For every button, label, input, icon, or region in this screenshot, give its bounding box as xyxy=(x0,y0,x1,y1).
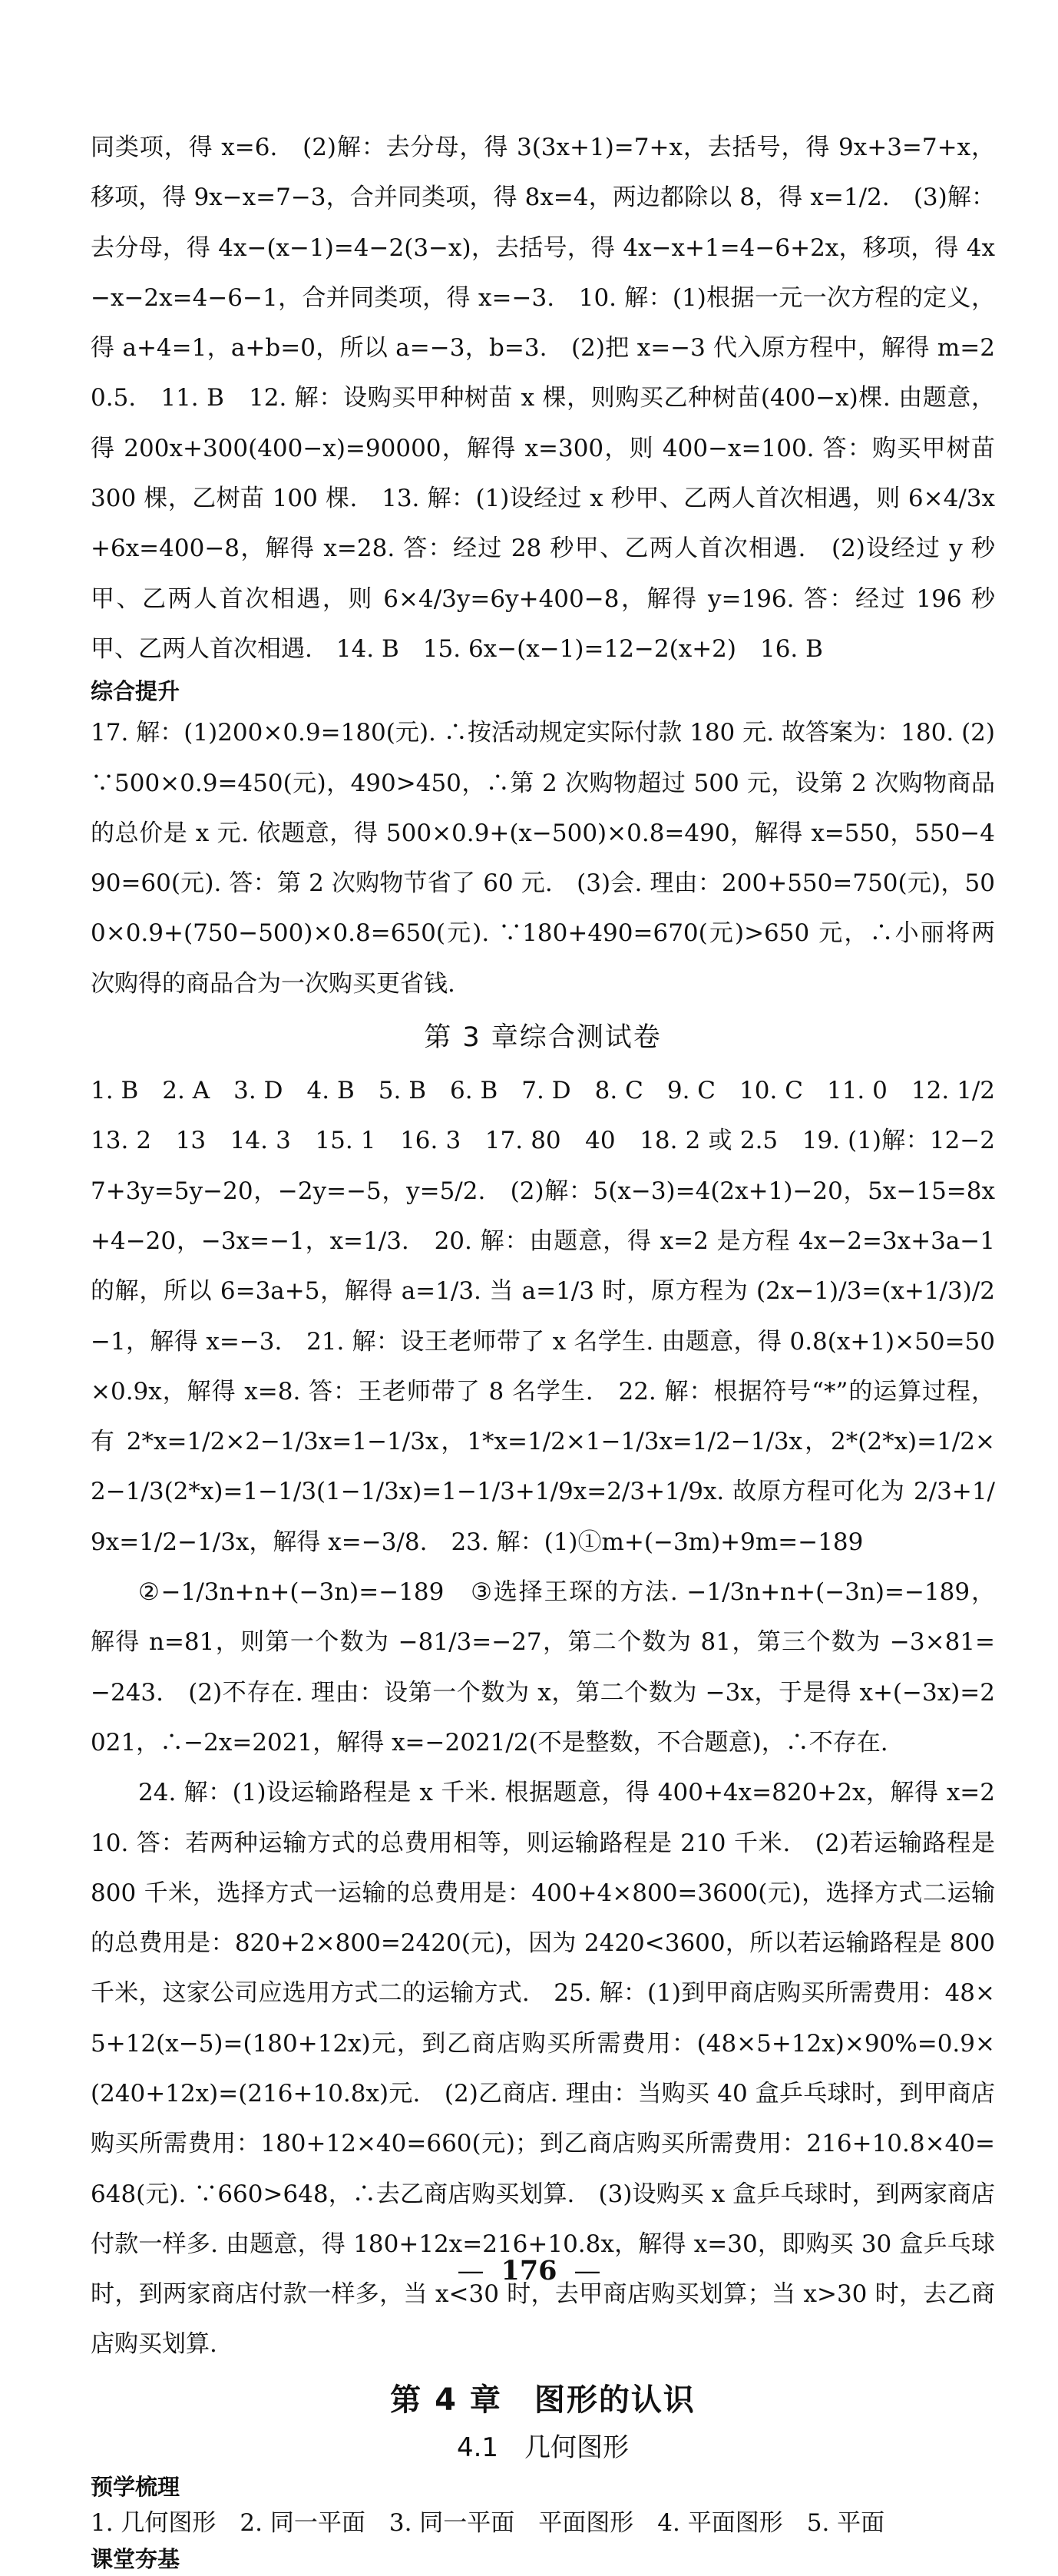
footer-dash-left: — xyxy=(457,2256,484,2286)
section-title: 4.1 几何图形 xyxy=(456,2432,630,2463)
answer-paragraph: 1. B 2. A 3. D 4. B 5. B 6. B 7. D 8. C 9. C 10. C 11. 0 12. 1/2 13. 2 13 14. 3 15. 1 16. 3 17. 80 40 18. 2 或 2.5 19. (1)解：12−27+3y=5y−20，−2y=−5，y=5/2. (2)解：5(x−3)=4(2x+1)−20，5x−15=8x+4−20，−3x=−1，x=1/3. 20. 解：由题意，得 x=2 是方程 4x−2=3x+3a−1 的解，所以 6=3a+5，解得 a=1/3. 当 a=1/3 时，原方程为 (2x−1)/3=(x+1/3)/2−1，解得 x=−3. 21. 解：设王老师带了 x 名学生. 由题意，得 0.8(x+1)×50=50×0.9x，解得 x=8. 答：王老师带了 8 名学生. 22. 解：根据符号“*”的运算过程，有 2*x=1/2×2−1/3x=1−1/3x，1*x=1/2×1−1/3x=1/2−1/3x，2*(2*x)=1/2×2−1/3(2*x)=1−1/3(1−1/3x)=1−1/3+1/9x=2/3+1/9x. 故原方程可化为 2/3+1/9x=1/2−1/3x，解得 x=−3/8. 23. 解：(1)①m+(−3m)+9m=−189 xyxy=(91,1077,1019,1556)
answer-paragraph: 24. 解：(1)设运输路程是 x 千米. 根据题意，得 400+4x=820+2x，解得 x=210. 答：若两种运输方式的总费用相等，则运输路程是 210 千米. (2)若运输路程是 800 千米，选择方式一运输的总费用是：400+4×800=3600(元)，选择方式二运输的总费用是：820+2×800=2420(元)，因为 2420<3600，所以若运输路程是 800 千米，这家公司应选用方式二的运输方式. 25. 解：(1)到甲商店购买所需费用：48×5+12(x−5)=(180+12x)元，到乙商店购买所需费用：(48×5+12x)×90%=0.9×(240+12x)=(216+10.8x)元. (2)乙商店. 理由：当购买 40 盒乒乓球时，到甲商店购买所需费用：180+12×40=660(元)；到乙商店购买所需费用：216+10.8×40=648(元). ∵660>648，∴去乙商店购买划算. (3)设购买 x 盒乒乓球时，到两家商店付款一样多. 由题意，得 180+12x=216+10.8x，解得 x=30，即购买 30 盒乒乓球时，到两家商店付款一样多，当 x<30 时，去甲商店购买划算；当 x>30 时，去乙商店购买划算. xyxy=(91,1779,995,2359)
page-number: 176 xyxy=(501,2255,557,2286)
answer-paragraph: ②−1/3n+n+(−3n)=−189 ③选择王琛的方法. −1/3n+n+(−3n)=−189，解得 n=81，则第一个数为 −81/3=−27，第二个数为 81，第三个数为 −3×81=−243. (2)不存在. 理由：设第一个数为 x，第二个数为 −3x，于是得 x+(−3x)=2021，∴−2x=2021，解得 x=−2021/2(不是整数，不合题意)，∴不存在. xyxy=(91,1578,995,1757)
page-content xyxy=(91,123,1019,2576)
footer-dash-right: — xyxy=(574,2256,601,2286)
preview-answers: 1. 几何图形 2. 同一平面 3. 同一平面 平面图形 4. 平面图形 5. 平面 xyxy=(91,2508,885,2537)
page-footer xyxy=(0,2255,1058,2286)
chapter-title: 第 4 章 图形的认识 xyxy=(390,2382,696,2418)
subheading-classroom: 课堂夯基 xyxy=(91,2545,180,2572)
test-title: 第 3 章综合测试卷 xyxy=(424,1022,662,1054)
subheading-preview: 预学梳理 xyxy=(91,2473,180,2500)
answer-paragraph: 同类项，得 x=6. (2)解：去分母，得 3(3x+1)=7+x，去括号，得 9x+3=7+x，移项，得 9x−x=7−3，合并同类项，得 8x=4，两边都除以 8，得 x=1/2. (3)解：去分母，得 4x−(x−1)=4−2(3−x)，去括号，得 4x−x+1=4−6+2x，移项，得 4x−x−2x=4−6−1，合并同类项，得 x=−3. 10. 解：(1)根据一元一次方程的定义，得 a+4=1，a+b=0，所以 a=−3，b=3. (2)把 x=−3 代入原方程中，解得 m=20.5. 11. B 12. 解：设购买甲种树苗 x 棵，则购买乙种树苗(400−x)棵. 由题意，得 200x+300(400−x)=90000，解得 x=300，则 400−x=100. 答：购买甲树苗 300 棵，乙树苗 100 棵. 13. 解：(1)设经过 x 秒甲、乙两人首次相遇，则 6×4/3x+6x=400−8，解得 x=28. 答：经过 28 秒甲、乙两人首次相遇. (2)设经过 y 秒甲、乙两人首次相遇，则 6×4/3y=6y+400−8，解得 y=196. 答：经过 196 秒甲、乙两人首次相遇. 14. B 15. 6x−(x−1)=12−2(x+2) 16. B xyxy=(91,134,995,663)
answer-paragraph: 17. 解：(1)200×0.9=180(元). ∴按活动规定实际付款 180 元. 故答案为：180. (2)∵500×0.9=450(元)，490>450，∴第 2 次购物超过 500 元，设第 2 次购物商品的总价是 x 元. 依题意，得 500×0.9+(x−500)×0.8=490，解得 x=550，550−490=60(元). 答：第 2 次购物节省了 60 元. (3)会. 理由：200+550=750(元)，500×0.9+(750−500)×0.8=650(元). ∵180+490=670(元)>650 元，∴小丽将两次购得的商品合为一次购买更省钱. xyxy=(91,719,995,998)
subheading-comprehensive: 综合提升 xyxy=(91,678,180,705)
